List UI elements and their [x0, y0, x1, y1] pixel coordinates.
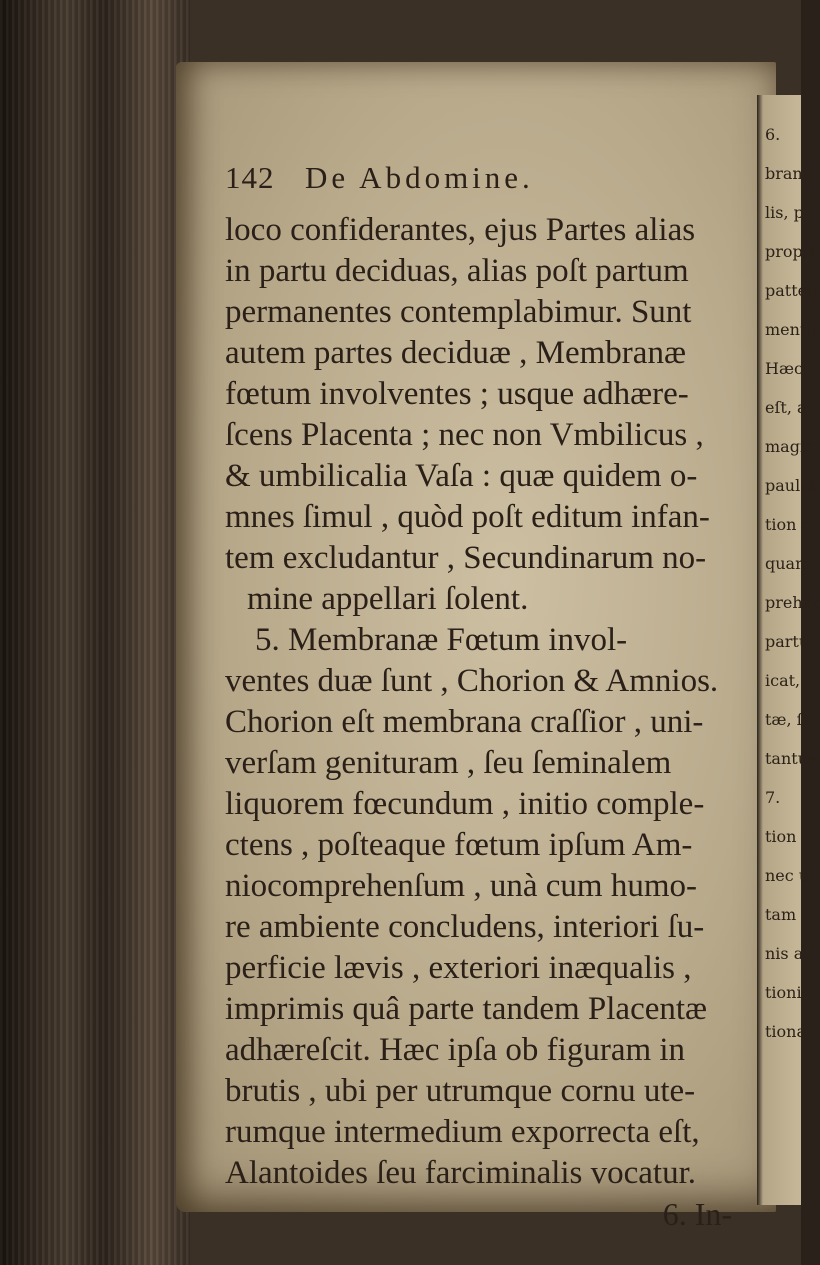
- book-binding-edge: [0, 0, 190, 1265]
- text-line: re ambiente concludens, interiori ſu-: [225, 909, 705, 945]
- text-line: adhæreſcit. Hæc ipſa ob figuram in: [225, 1032, 686, 1068]
- text-line: mine appellari ſolent.: [247, 581, 529, 617]
- text-line: ventes duæ ſunt , Chorion & Amnios.: [225, 663, 719, 699]
- facing-page-fragment: patten: [765, 281, 818, 300]
- text-line: in partu deciduas, alias poſt partum: [225, 253, 689, 289]
- body-text: [225, 210, 740, 1194]
- text-line: liquorem fœcundum , initio comple-: [225, 786, 705, 822]
- facing-page-fragment: mentu: [765, 320, 817, 339]
- facing-page-fragment: tioni: [765, 983, 802, 1002]
- facing-page-fragment: tam: [765, 905, 797, 924]
- text-line: mnes ſimul , quòd poſt editum infan-: [225, 499, 710, 535]
- facing-page-fragment: brana: [765, 164, 813, 183]
- text-line: loco confiderantes, ejus Partes alias: [225, 212, 696, 248]
- facing-page-fragment: nis a: [765, 944, 804, 963]
- running-header: [225, 160, 740, 210]
- facing-page-fragment: partu: [765, 632, 810, 651]
- text-line: niocomprehenſum , unà cum humo-: [225, 868, 697, 904]
- facing-page-fragment: eſt, a: [765, 398, 807, 417]
- facing-page-fragment: tiona: [765, 1022, 807, 1041]
- page-text: [225, 160, 740, 1235]
- text-line: & umbilicalia Vaſa : quæ quidem o-: [225, 458, 698, 494]
- text-line: tem excludantur , Secundinarum no-: [225, 540, 707, 576]
- text-line: ctens , poſteaque fœtum ipſum Am-: [225, 827, 693, 863]
- facing-page-fragment: tæ, ſe: [765, 710, 813, 729]
- text-line: imprimis quâ parte tandem Placentæ: [225, 991, 708, 1027]
- facing-page-fragment: tion: [765, 827, 797, 846]
- text-line: Alantoides ſeu farciminalis vocatur.: [225, 1155, 697, 1191]
- catchword: 6. In-: [662, 1196, 732, 1232]
- facing-page-fragment: paulat: [765, 476, 817, 495]
- text-line: verſam genituram , ſeu ſeminalem: [225, 745, 672, 781]
- facing-page-fragment: quam: [765, 554, 811, 573]
- text-line: rumque intermedium exporrecta eſt,: [225, 1114, 700, 1150]
- facing-page-fragment: tantur: [765, 749, 816, 768]
- text-line: ſcens Placenta ; nec non Vmbilicus ,: [225, 417, 704, 453]
- facing-page-fragment: lis, p: [765, 203, 804, 222]
- facing-page-fragment: 6.: [765, 125, 781, 144]
- facing-page-fragment: Hæc: [765, 359, 803, 378]
- facing-page-fragment: preher: [765, 593, 820, 612]
- facing-page-fragment: magis: [765, 437, 814, 456]
- page-number: 142: [225, 160, 275, 195]
- facing-page-fragment: propri: [765, 242, 816, 261]
- facing-page-fragment: tion c: [765, 515, 811, 534]
- text-line: Chorion eſt membrana craſſior , uni-: [225, 704, 704, 740]
- facing-page-fragment: nec u: [765, 866, 810, 885]
- text-line: permanentes contemplabimur. Sunt: [225, 294, 692, 330]
- text-line: fœtum involventes ; usque adhære-: [225, 376, 689, 412]
- running-title: De Abdomine.: [305, 160, 534, 195]
- facing-page-fragment: icat,: [765, 671, 801, 690]
- text-line: autem partes deciduæ , Membranæ: [225, 335, 686, 371]
- text-line: perficie lævis , exteriori inæqualis ,: [225, 950, 692, 986]
- facing-page-fragment: 7.: [765, 788, 781, 807]
- text-line: brutis , ubi per utrumque cornu ute-: [225, 1073, 696, 1109]
- facing-page-edge: [757, 95, 820, 1205]
- text-line: 5. Membranæ Fœtum invol-: [255, 622, 628, 658]
